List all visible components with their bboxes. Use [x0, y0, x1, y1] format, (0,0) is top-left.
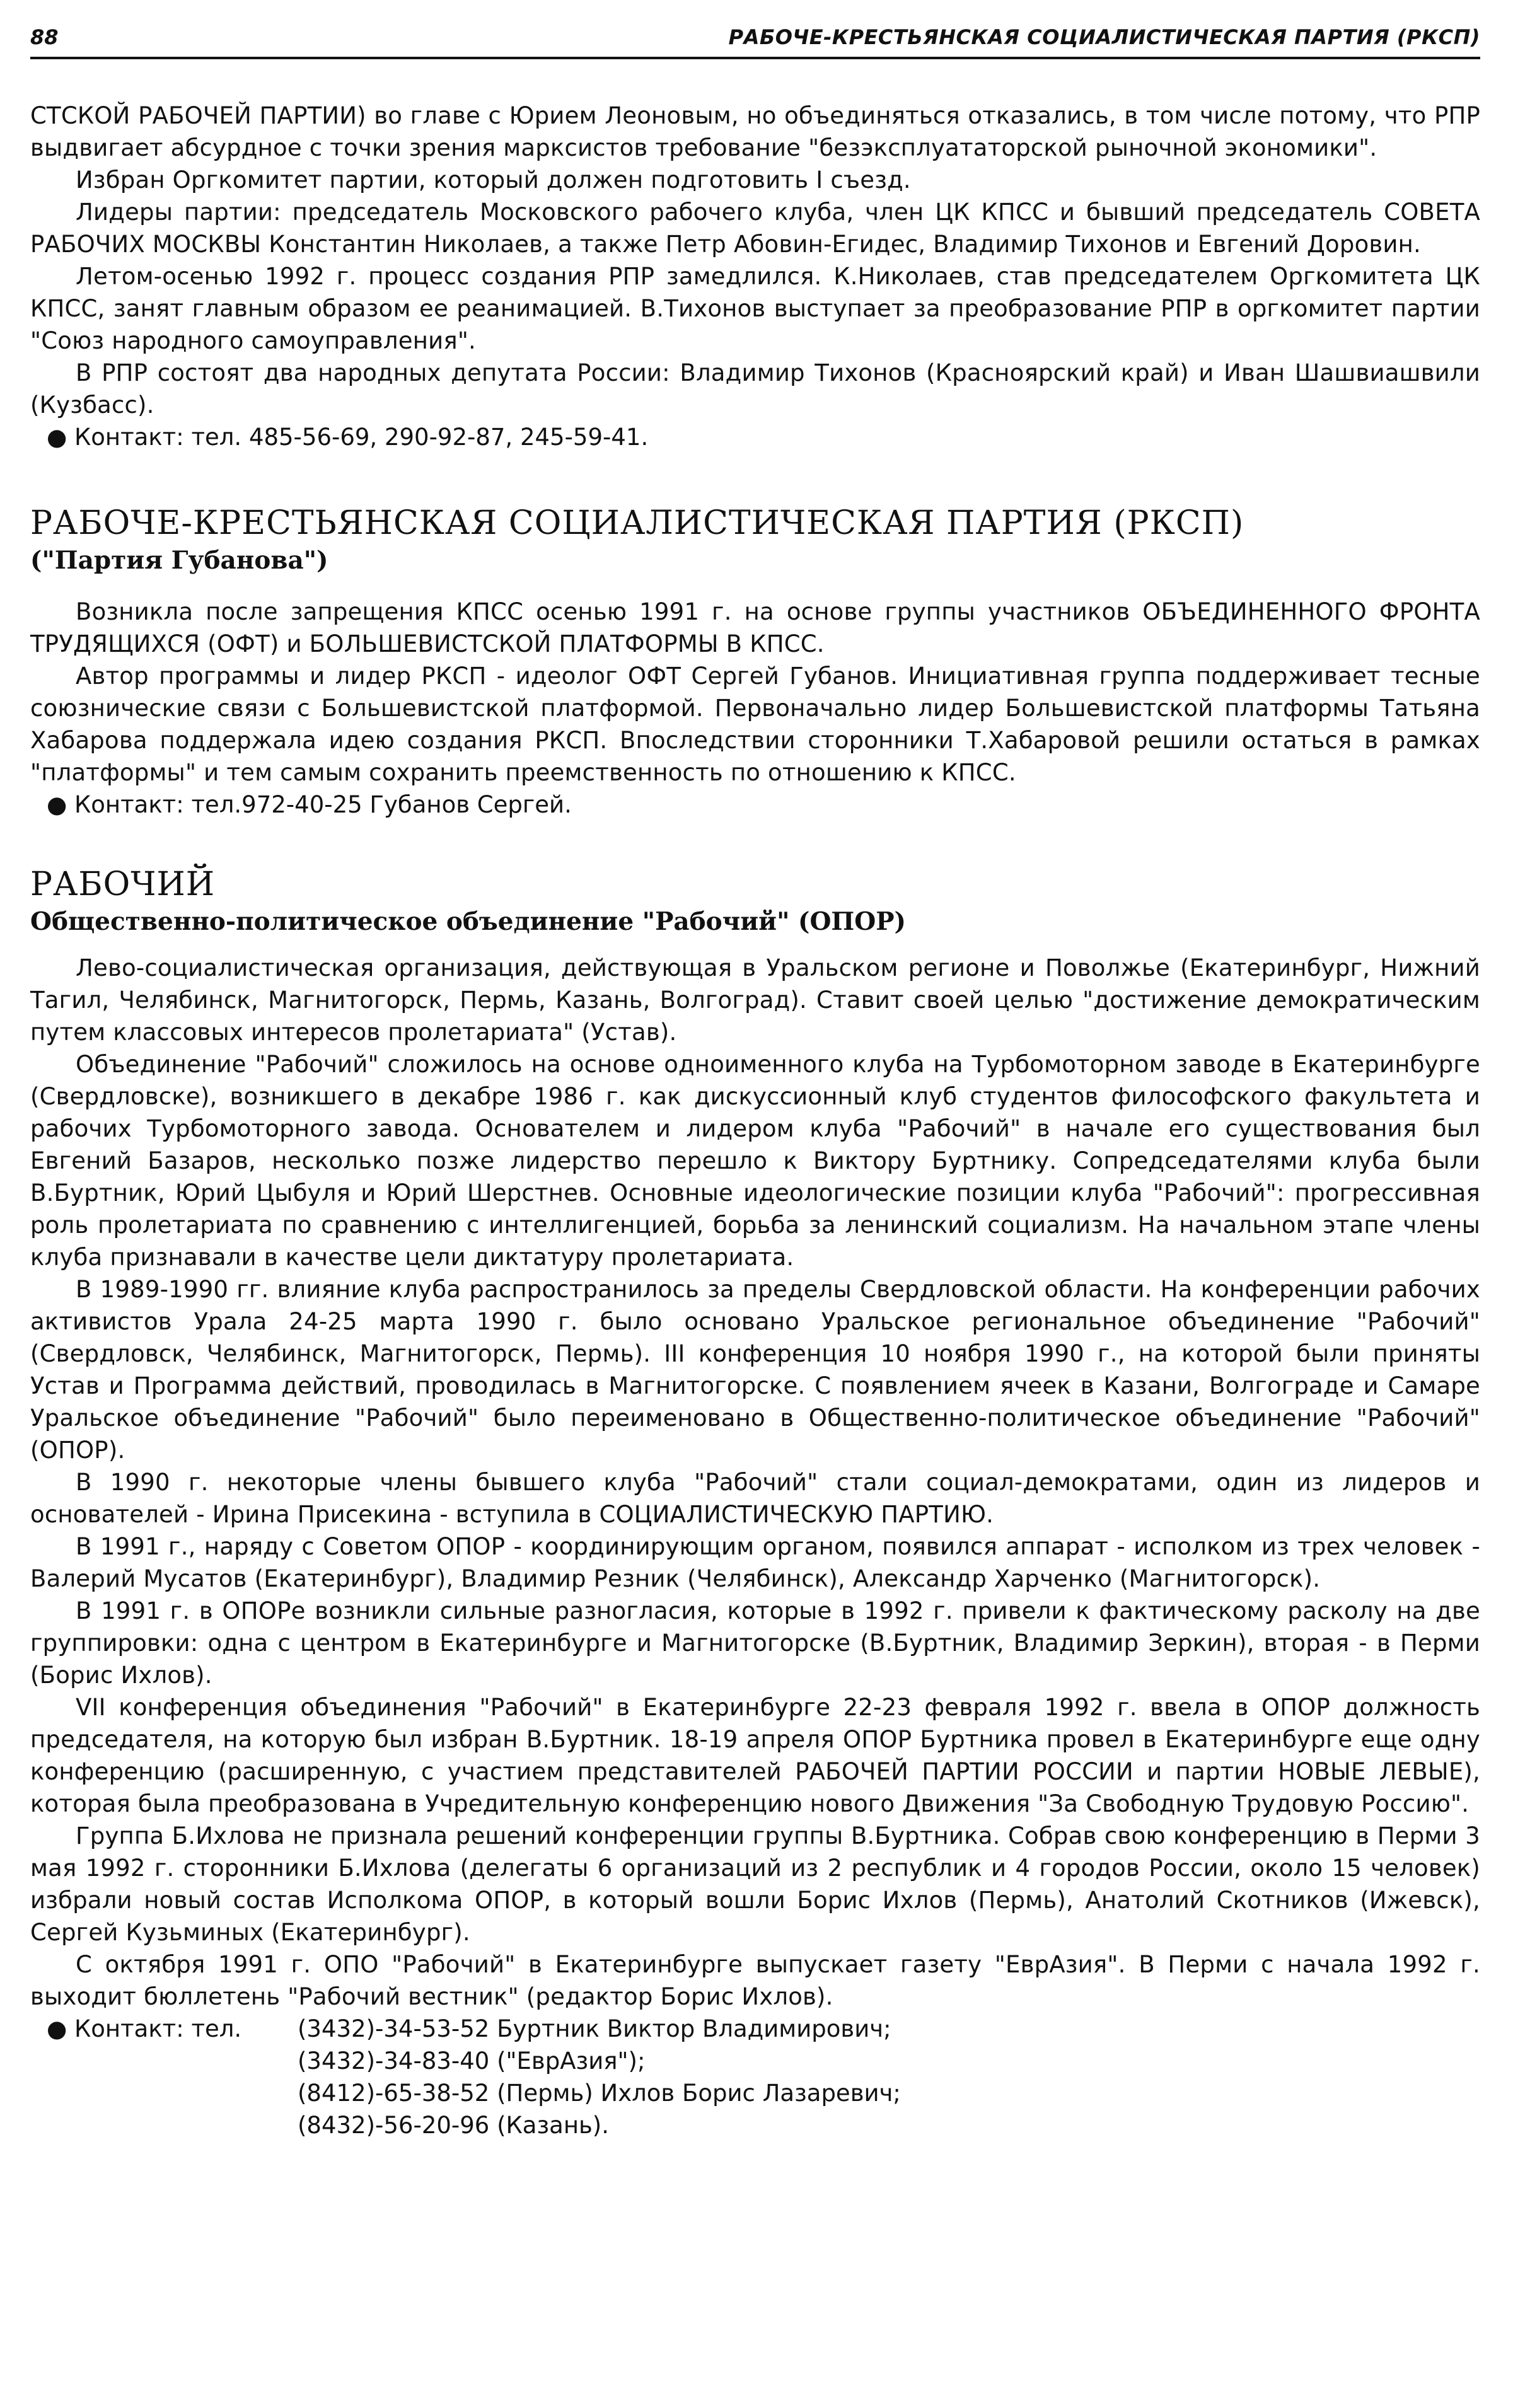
- paragraph: С октября 1991 г. ОПО "Рабочий" в Екатеринбурге выпускает газету "ЕврАзия". В Перми с начала 1992 г. выходит бюллетень "Рабочий вестник" (редактор Борис Ихлов).: [30, 1951, 1480, 2010]
- paragraph: В 1989-1990 гг. влияние клуба распространилось за пределы Свердловской области. На конференции рабочих активистов Урала 24-25 марта 1990 г. было основано Уральское региональное объединение "Рабочий" (Свердловск, Челябинск, Магнитогорск, Пермь). III конференция 10 ноября 1990 г., на которой были приняты Устав и Программа действий, проводилась в Магнитогорске. С появлением ячеек в Казани, Волгограде и Самаре Уральское объединение "Рабочий" было переименовано в Общественно-политическое объединение "Рабочий" (ОПОР).: [30, 1276, 1480, 1464]
- contact-row: [30, 2045, 1480, 2077]
- contact-line: [30, 789, 1480, 821]
- paragraph: Лидеры партии: председатель Московского рабочего клуба, член ЦК КПСС и бывший председатель СОВЕТА РАБОЧИХ МОСКВЫ Константин Николаев, а также Петр Абовин-Егидес, Владимир Тихонов и Евгений Доровин.: [30, 199, 1480, 258]
- contact-entry: (8412)-65-38-52 (Пермь) Ихлов Борис Лазаревич;: [298, 2080, 901, 2107]
- paragraph: Группа Б.Ихлова не признала решений конференции группы В.Буртника. Собрав свою конференцию в Перми 3 мая 1992 г. сторонники Б.Ихлова (делегаты 6 организаций из 2 республик и 4 городов России, около 15 человек) избрали новый состав Исполкома ОПОР, в который вошли Борис Ихлов (Пермь), Анатолий Скотников (Ижевск), Сергей Кузьминых (Екатеринбург).: [30, 1822, 1480, 1946]
- paragraph: В 1990 г. некоторые члены бывшего клуба "Рабочий" стали социал-демократами, один из лидеров и основателей - Ирина Присекина - вступила в СОЦИАЛИСТИЧЕСКУЮ ПАРТИЮ.: [30, 1469, 1480, 1528]
- bullet-icon: ●: [47, 791, 67, 818]
- page-number: 88: [30, 25, 59, 49]
- section-title: РАБОЧЕ-КРЕСТЬЯНСКАЯ СОЦИАЛИСТИЧЕСКАЯ ПАРТИЯ (РКСП): [30, 504, 1244, 542]
- paragraph: СТСКОЙ РАБОЧЕЙ ПАРТИИ) во главе с Юрием Леоновым, но объединяться отказались, в том числе потому, что РПР выдвигает абсурдное с точки зрения марксистов требование "безэксплуататорской рыночной экономики".: [30, 102, 1480, 161]
- paragraph: Автор программы и лидер РКСП - идеолог ОФТ Сергей Губанов. Инициативная группа поддерживает тесные союзнические связи с Большевистской платформой. Первоначально лидер Большевистской платформы Татьяна Хабарова поддержала идею создания РКСП. Впоследствии сторонники Т.Хабаровой решили остаться в рамках "платформы" и тем самым сохранить преемственность по отношению к КПСС.: [30, 663, 1480, 786]
- page-content: [30, 100, 1480, 2141]
- contact-entry: (8432)-56-20-96 (Казань).: [298, 2112, 610, 2139]
- paragraph: В РПР состоят два народных депутата России: Владимир Тихонов (Красноярский край) и Иван Шашвиашвили (Кузбасс).: [30, 359, 1480, 419]
- contact-label: Контакт: тел.: [74, 2015, 242, 2042]
- contact-entry: (3432)-34-53-52 Буртник Виктор Владимирович;: [298, 2015, 891, 2042]
- paragraph: В 1991 г. в ОПОРе возникли сильные разногласия, которые в 1992 г. привели к фактическому расколу на две группировки: одна с центром в Екатеринбурге и Магнитогорске (В.Буртник, Владимир Зеркин), вторая - в Перми (Борис Ихлов).: [30, 1597, 1480, 1689]
- contact-row: [30, 2013, 1480, 2045]
- paragraph: Лево-социалистическая организация, действующая в Уральском регионе и Поволжье (Екатеринбург, Нижний Тагил, Челябинск, Магнитогорск, Пермь, Казань, Волгоград). Ставит своей целью "достижение демократическим путем классовых интересов пролетариата" (Устав).: [30, 954, 1480, 1046]
- section-subtitle: ("Партия Губанова"): [30, 546, 328, 575]
- contact-row: [30, 2077, 1480, 2109]
- running-title: РАБОЧЕ-КРЕСТЬЯНСКАЯ СОЦИАЛИСТИЧЕСКАЯ ПАРТИЯ (РКСП): [728, 25, 1480, 49]
- bullet-icon: ●: [47, 424, 67, 451]
- section-title: РАБОЧИЙ: [30, 865, 216, 903]
- paragraph: Возникла после запрещения КПСС осенью 1991 г. на основе группы участников ОБЪЕДИНЕННОГО ФРОНТА ТРУДЯЩИХСЯ (ОФТ) и БОЛЬШЕВИСТСКОЙ ПЛАТФОРМЫ В КПСС.: [30, 598, 1480, 657]
- contact-line: [30, 421, 1480, 453]
- contact-text: Контакт: тел. 485-56-69, 290-92-87, 245-59-41.: [74, 424, 649, 451]
- contact-entry: (3432)-34-83-40 ("ЕврАзия");: [298, 2047, 646, 2075]
- contact-lead: [30, 2013, 298, 2045]
- section-subtitle: Общественно-политическое объединение "Рабочий" (ОПОР): [30, 907, 906, 936]
- contact-text: Контакт: тел.972-40-25 Губанов Сергей.: [74, 791, 572, 818]
- paragraph: Объединение "Рабочий" сложилось на основе одноименного клуба на Турбомоторном заводе в Екатеринбурге (Свердловске), возникшего в декабре 1986 г. как дискуссионный клуб студентов философского факультета и рабочих Турбомоторного завода. Основателем и лидером клуба "Рабочий" в начале его существования был Евгений Базаров, несколько позже лидерство перешло к Виктору Буртнику. Сопредседателями клуба были В.Буртник, Юрий Цыбуля и Юрий Шерстнев. Основные идеологические позиции клуба "Рабочий": прогрессивная роль пролетариата по сравнению с интеллигенцией, борьба за ленинский социализм. На начальном этапе члены клуба признавали в качестве цели диктатуру пролетариата.: [30, 1051, 1480, 1271]
- running-head: [30, 25, 1480, 59]
- bullet-icon: ●: [47, 2015, 67, 2042]
- contact-list: [30, 2013, 1480, 2141]
- paragraph: VII конференция объединения "Рабочий" в Екатеринбурге 22-23 февраля 1992 г. ввела в ОПОР должность председателя, на которую был избран В.Буртник. 18-19 апреля ОПОР Буртника провел в Екатеринбурге еще одну конференцию (расширенную, с участием представителей РАБОЧЕЙ ПАРТИИ РОССИИ и партии НОВЫЕ ЛЕВЫЕ), которая была преобразована в Учредительную конференцию нового Движения "За Свободную Трудовую Россию".: [30, 1694, 1480, 1817]
- paragraph: В 1991 г., наряду с Советом ОПОР - координирующим органом, появился аппарат - исполком из трех человек - Валерий Мусатов (Екатеринбург), Владимир Резник (Челябинск), Александр Харченко (Магнитогорск).: [30, 1533, 1480, 1592]
- contact-row: [30, 2109, 1480, 2141]
- paragraph: Избран Оргкомитет партии, который должен подготовить I съезд.: [76, 166, 911, 194]
- paragraph: Летом-осенью 1992 г. процесс создания РПР замедлился. К.Николаев, став председателем Оргкомитета ЦК КПСС, занят главным образом ее реанимацией. В.Тихонов выступает за преобразование РПР в оргкомитет партии "Союз народного самоуправления".: [30, 263, 1480, 354]
